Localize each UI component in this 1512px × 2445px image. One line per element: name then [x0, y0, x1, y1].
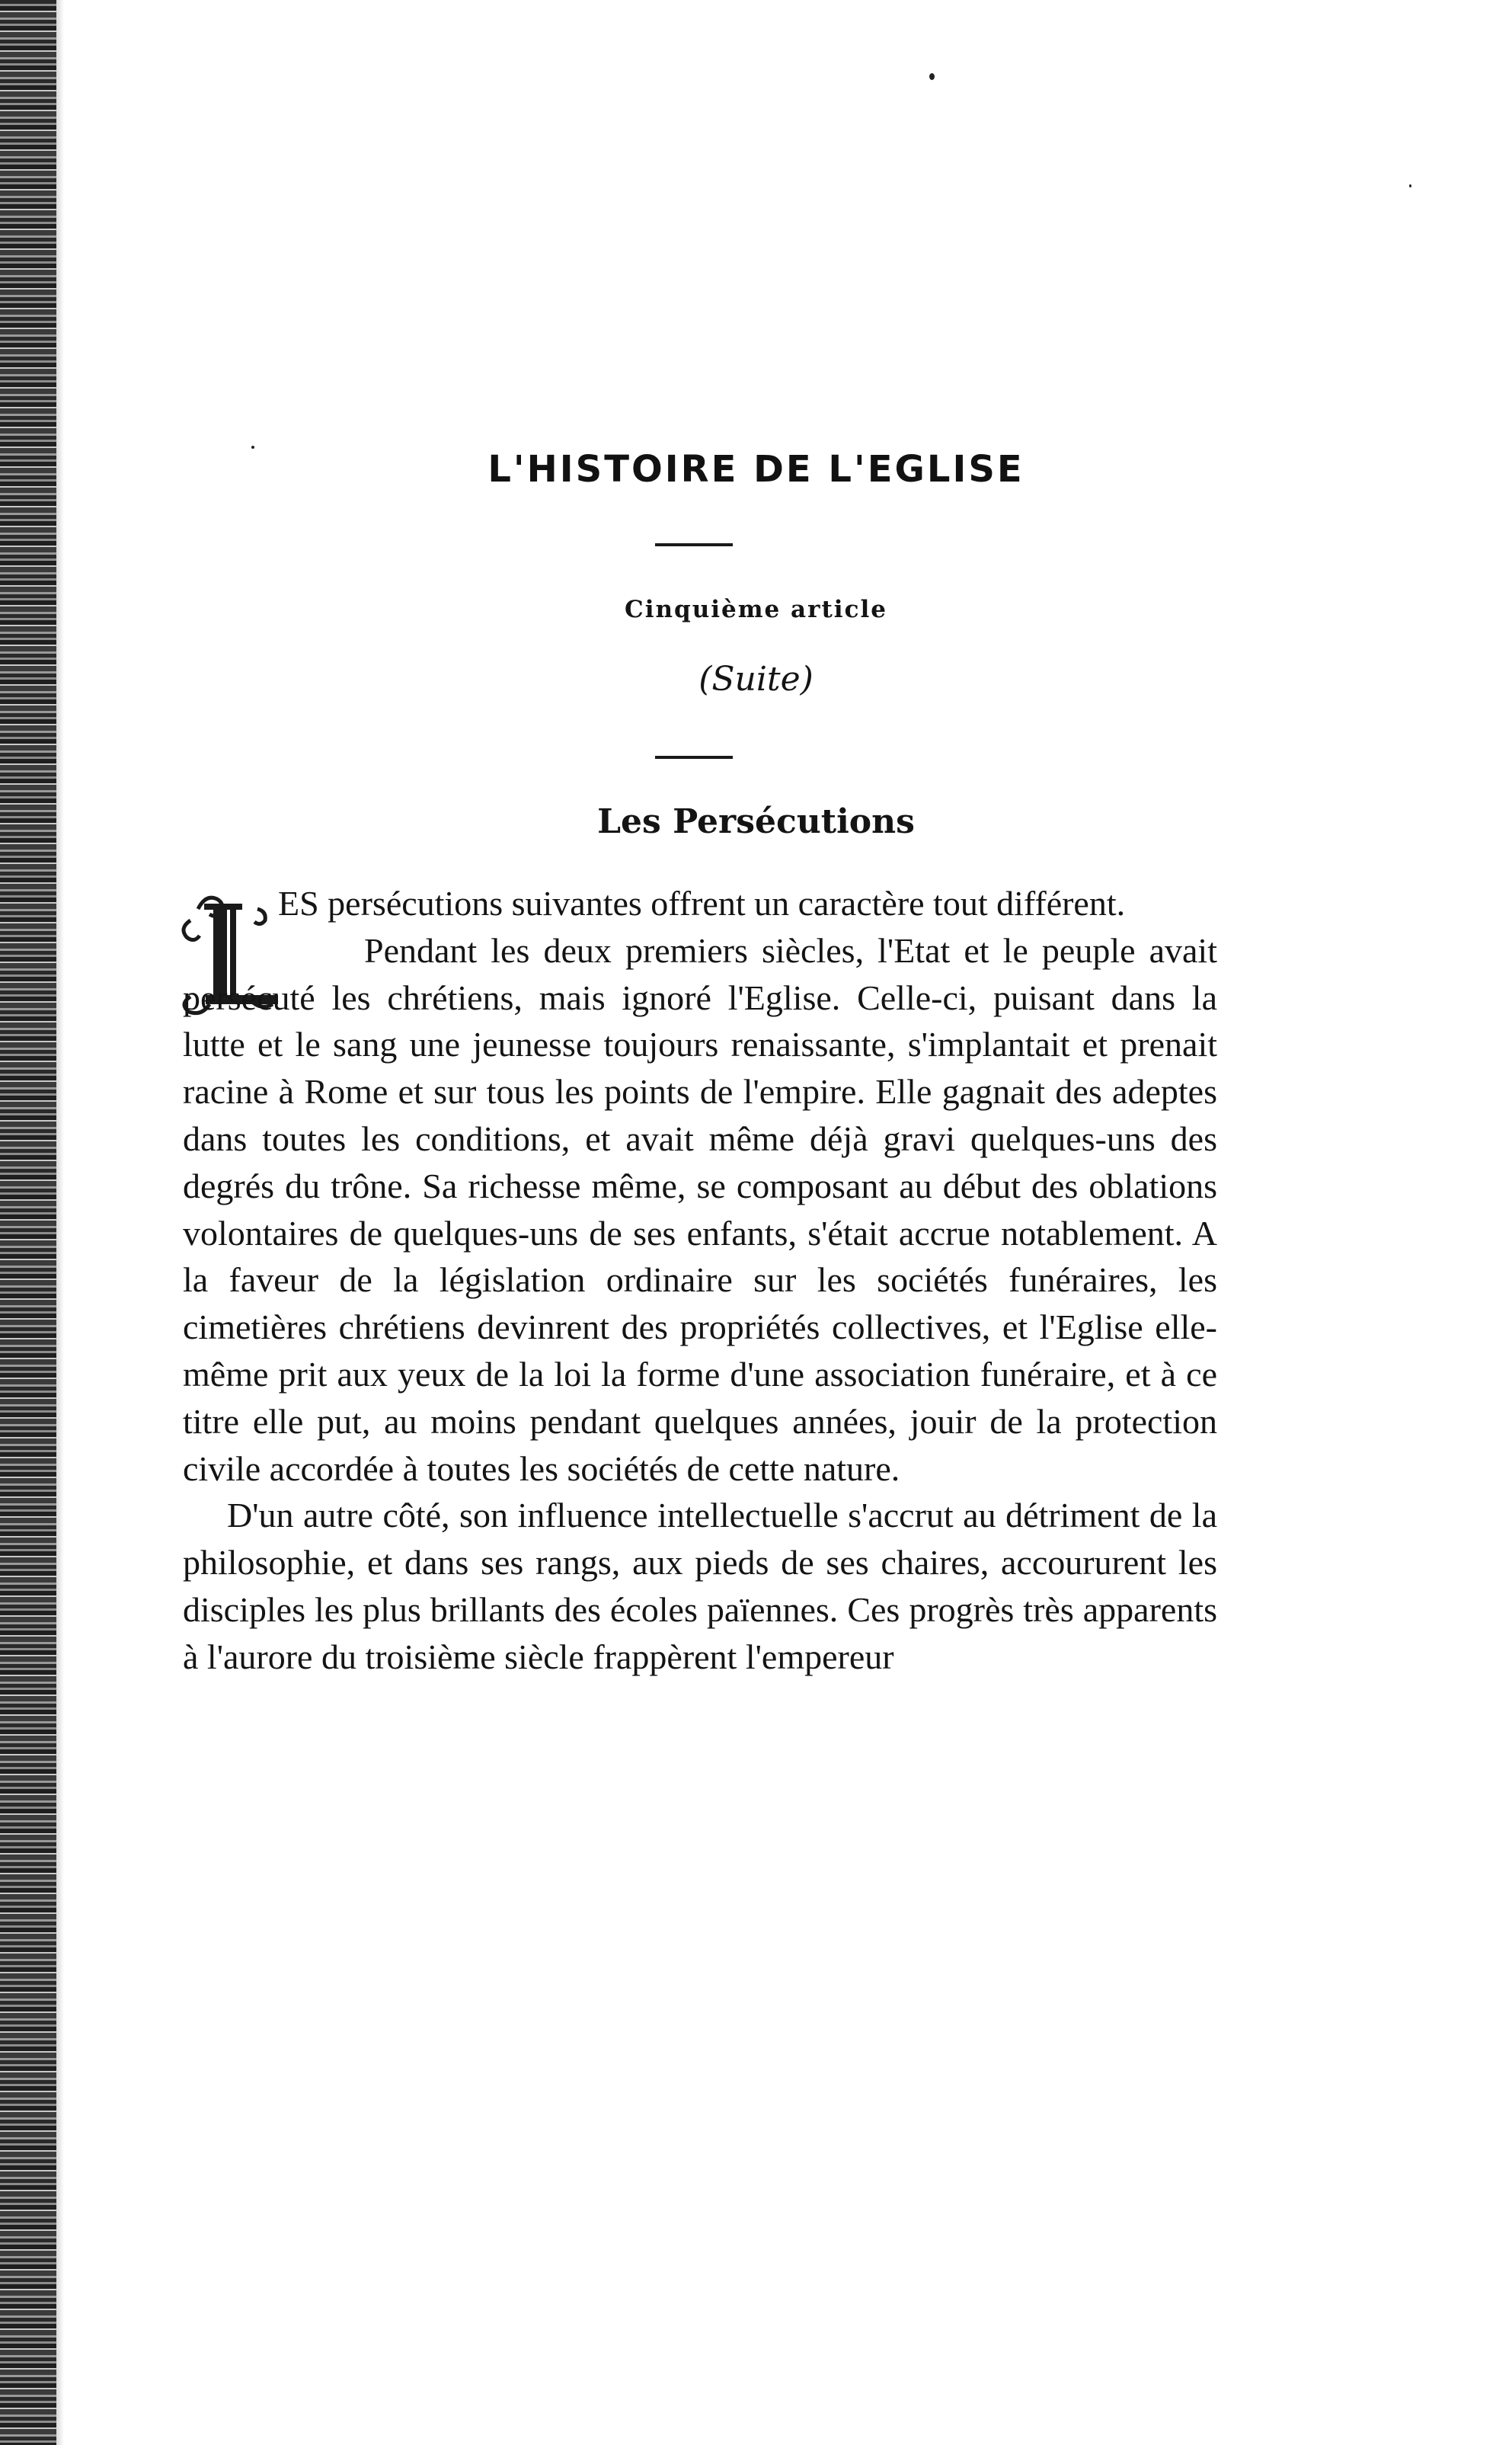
section-heading: Les Persécutions [597, 802, 915, 841]
page-title: L'HISTOIRE DE L'EGLISE [487, 448, 1025, 491]
ink-speck [1409, 184, 1411, 187]
article-subtitle: Cinquième article [625, 596, 887, 623]
page-binding-edge [0, 0, 56, 2445]
title-divider [655, 543, 733, 546]
paragraph: Pendant les deux premiers siècles, l'Etat et le peuple avait persécuté les chrétiens, mais ignoré l'Eglise. Celle-ci, puisant dans la lutte et le sang une jeunesse toujours renaissante, s'implantait et prenait racine à Rome et sur tous les points de l'empire. Elle gagnait des adeptes dans toutes les conditions, et avait même déjà gravi quelques-uns des degrés du trône. Sa richesse même, se composant au début des oblations volontaires de quelques-uns de ses enfants, s'était accrue notablement. A la faveur de la législation ordinaire sur les sociétés funéraires, les cimetières chrétiens devinrent des propriétés collectives, et l'Eglise elle-même prit aux yeux de la loi la forme d'une association funéraire, et à ce titre elle put, au moins pendant quelques années, jouir de la protection civile accordée à toutes les sociétés de cette nature. [183, 930, 1217, 1488]
ink-speck [929, 73, 935, 80]
article-body [183, 880, 1217, 1681]
continuation-label: (Suite) [698, 660, 814, 699]
section-divider [655, 756, 733, 759]
paragraph: D'un autre côté, son influence intellectuelle s'accrut au détriment de la philosophie, et dans ses rangs, aux pieds de ses chaires, accoururent les disciples les plus brillants des écoles païennes. Ces progrès très apparents à l'aurore du troisième siècle frappèrent l'empereur [183, 1496, 1217, 1676]
opening-paragraph: ES persécutions suivantes offrent un caractère tout différent. [278, 884, 1126, 923]
